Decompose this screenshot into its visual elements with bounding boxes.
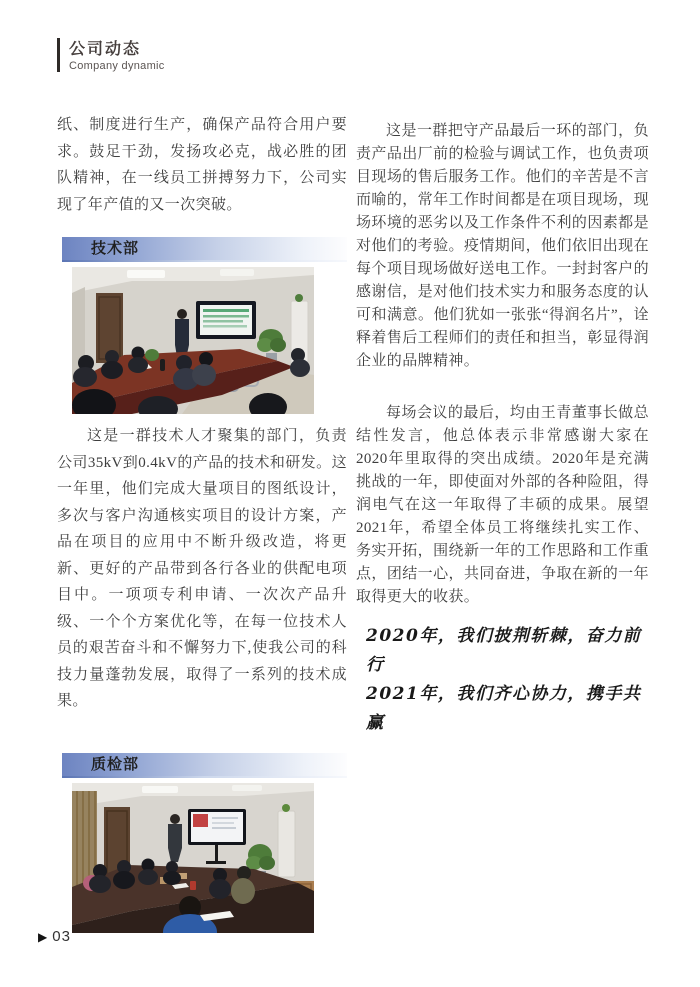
right-column — [356, 120, 649, 738]
footer-arrow-icon: ▶ — [38, 929, 48, 944]
intro-paragraph: 纸、制度进行生产，确保产品符合用户要求。鼓足干劲，发扬攻必克，战必胜的团队精神，在一线员工拼搏努力下，公司实现了年产值的又一次突破。 — [57, 117, 347, 213]
aftersales-paragraph: 这是一群把守产品最后一环的部门，负责产品出厂前的检验与调试工作，也负责项目现场的售后服务工作。他们的辛苦是不言而喻的，常年工作时间都是在项目现场，现场环境的恶劣以及工作条件不利的因素都是对他们的考验。疫情期间，他们依旧出现在每个项目现场做好送电工作。一封封客户的感谢信，是对他们技术实力和服务态度的认可和满意。他们犹如一张张“得润名片”，诠释着售后工程师们的责任和担当，彰显得润企业的品牌精神。 — [356, 123, 649, 369]
header-accent-bar — [57, 38, 60, 72]
slogan-2021: 2021年，我们齐心协力，携手共赢 — [366, 684, 642, 733]
photo-quality-dept-meeting — [72, 783, 314, 933]
section-banner-tech — [62, 237, 347, 262]
photo-tech-dept-meeting — [72, 267, 314, 414]
section-banner-quality — [62, 753, 347, 778]
left-column — [57, 112, 347, 933]
chairman-summary-paragraph: 每场会议的最后，均由王青董事长做总结性发言，他总体表示非常感谢大家在2020年里取得的突出成绩。2020年是充满挑战的一年，即使面对外部的各种险阻，得润电气在这一年取得了丰硕的成果。展望2021年，希望全体员工将继续扎实工作、务实开拓，围绕新一年的工作思路和工作重点，团结一心，共同奋进，争取在新的一年取得更大的收获。 — [356, 405, 649, 605]
tech-dept-paragraph: 这是一群技术人才聚集的部门，负责公司35kV到0.4kV的产品的技术和研发。这一年里，他们完成大量项目的图纸设计，多次与客户沟通核实项目的设计方案，产品在项目的应用中不断升级改造，将更新、更好的产品带到各行各业的供配电项目中。一项项专利申请、一次次产品升级、一个个方案优化等，在每一位技术人员的艰苦奋斗和不懈努力下,使我公司的科技力量蓬勃发展，取得了一系列的技术成果。 — [57, 428, 347, 709]
page-title-zh: 公司动态 — [69, 41, 142, 58]
slogan-2020: 2020年，我们披荆斩棘，奋力前行 — [366, 626, 642, 675]
page-footer — [38, 929, 71, 944]
quality-meeting-illustration — [72, 783, 314, 933]
slogan-block — [356, 622, 649, 738]
tech-meeting-illustration — [72, 267, 314, 414]
page-header — [57, 36, 165, 72]
page-number: 03 — [52, 928, 71, 945]
banner-label-quality: 质检部 — [91, 755, 140, 773]
page-title-en: Company dynamic — [69, 60, 165, 72]
banner-label-tech: 技术部 — [91, 240, 140, 257]
